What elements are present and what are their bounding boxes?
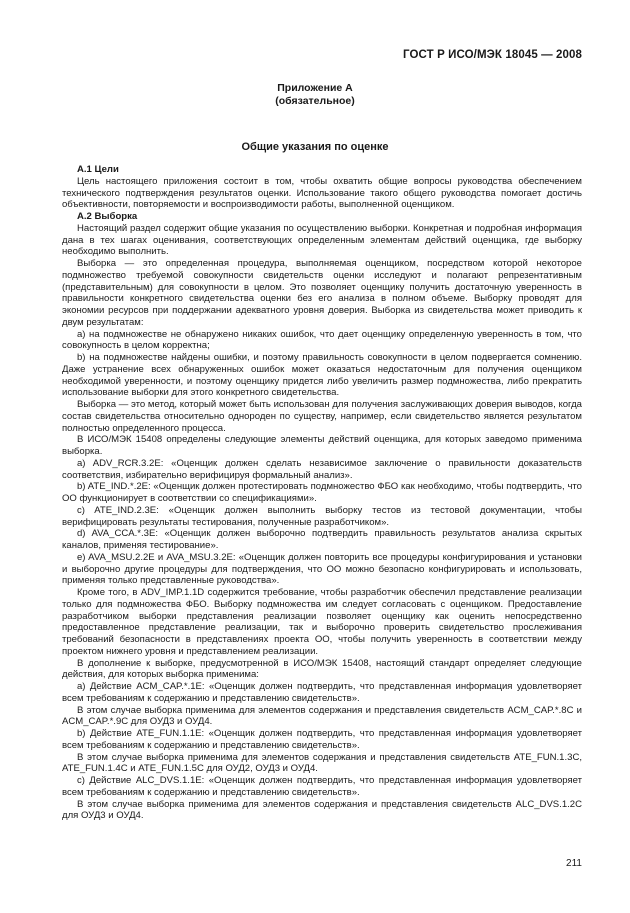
list-item: e) AVA_MSU.2.2E и AVA_MSU.3.2E: «Оценщик должен повторить все процедуры конфигурирования и установки и выборочно другие процедуры для подтверждения, что ОО можно безопасно конфигурировать и использовать, применяя только представленные руководства». — [62, 551, 582, 587]
list-item: d) AVA_CCA.*.3E: «Оценщик должен выборочно подтвердить правильность результатов анализа скрытых каналов, применяя тестирование». — [62, 528, 582, 551]
list-item: b) ATE_IND.*.2E: «Оценщик должен протестировать подмножество ФБО как необходимо, чтобы подтвердить, что ОО функционирует в соответствии со спецификациями». — [62, 481, 582, 504]
paragraph: Настоящий раздел содержит общие указания по осуществлению выборки. Конкретная и подробная информация дана в тех шагах оценивания, соответствующих определенным элементам действий оценщика, где выборку необходимо выполнить. — [62, 222, 582, 258]
list-item: а) на подмножестве не обнаружено никаких ошибок, что дает оценщику определенную уверенность в том, что совокупность в целом корректна; — [62, 328, 582, 352]
section-heading-a2: А.2 Выборка — [77, 211, 138, 222]
paragraph: В этом случае выборка применима для элементов содержания и представления свидетельств ACM_CAP.*.8C и ACM_CAP.*.9C для ОУД3 и ОУД4. — [62, 704, 582, 728]
paragraph: В ИСО/МЭК 15408 определены следующие элементы действий оценщика, для которых заведомо применима выборка. — [62, 434, 582, 457]
paragraph: Кроме того, в ADV_IMP.1.1D содержится требование, чтобы разработчик обеспечил представление реализации только для подмножества ФБО. Выборку подмножества им следует согласовать с оценщиком. Предоставление разработчиком выборки представления реализации позволяет оценщику как оценить непосредственно предоставленное представление реализации, так и выборочно проверить свидетельство прослеживания требований безопасности в представлениях проекта ОО, чтобы получить уверенность в соответствии между проектом нижнего уровня и представлением реализации. — [62, 587, 582, 657]
annex-status: (обязательное) — [275, 95, 355, 107]
list-item: c) Действие ALC_DVS.1.1E: «Оценщик должен подтвердить, что представленная информация удовлетворяет всем требованиям к содержанию и представлению свидетельств». — [62, 775, 582, 798]
annex-title: Приложение А — [277, 82, 353, 94]
list-item: a) Действие ACM_CAP.*.1E: «Оценщик должен подтвердить, что представленная информация удовлетворяет всем требованиям к содержанию и представлению свидетельств». — [62, 681, 582, 704]
standard-header: ГОСТ Р ИСО/МЭК 18045 — 2008 — [403, 49, 582, 61]
paragraph: Цель настоящего приложения состоит в том, чтобы охватить общие вопросы руководства обеспечением технического подтверждения результатов оценки. Использование такого общего руководства помогает достичь объективности, повторяемости и воспроизводимости работы, выполненной оценщиком. — [62, 175, 582, 211]
page-title: Общие указания по оценке — [241, 141, 389, 153]
section-heading-a1: А.1 Цели — [77, 164, 119, 175]
annex-title-block — [0, 82, 630, 108]
paragraph: Выборка — это метод, который может быть использован для получения заслуживающих доверия выводов, когда состав свидетельства относительно однороден по существу, например, если свидетельство является результатом полностью определенного процесса. — [62, 399, 582, 434]
list-item: b) на подмножестве найдены ошибки, и поэтому правильность совокупности в целом подвергается сомнению. Даже устранение всех обнаруженных ошибок может оказаться недостаточным для получения оценщиком необходимой уверенности, и поэтому оценщику придется либо увеличить размер подмножества, либо прекратить использование выборки для этого конкретного свидетельства. — [62, 352, 582, 399]
paragraph: В этом случае выборка применима для элементов содержания и представления свидетельств ATE_FUN.1.3C, ATE_FUN.1.4C и ATE_FUN.1.5C для ОУД2, ОУД3 и ОУД4. — [62, 751, 582, 775]
document-body — [62, 164, 582, 822]
paragraph: В дополнение к выборке, предусмотренной в ИСО/МЭК 15408, настоящий стандарт определяет следующие действия, для которых выборка применима: — [62, 657, 582, 681]
list-item: c) ATE_IND.2.3E: «Оценщик должен выполнить выборку тестов из тестовой документации, чтобы верифицировать результаты тестирования, полученные разработчиком». — [62, 504, 582, 528]
paragraph: В этом случае выборка применима для элементов содержания и представления свидетельств ALC_DVS.1.2C для ОУД3 и ОУД4. — [62, 798, 582, 822]
paragraph: Выборка — это определенная процедура, выполняемая оценщиком, посредством которой некоторое подмножество требуемой совокупности свидетельств оценки исследуют и полагают репрезентативным (представительным) для совокупности в целом. Это позволяет оценщику получить достаточную уверенность в правильности конкретного свидетельства оценки без его анализа в полном объеме. Выборку проводят для экономии ресурсов при поддержании адекватного уровня доверия. Выборка из свидетельства может приводить к двум результатам: — [62, 258, 582, 328]
list-item: a) ADV_RCR.3.2E: «Оценщик должен сделать независимое заключение о правильности доказательств соответствия, избирательно верифицируя формальный анализ». — [62, 457, 582, 481]
list-item: b) Действие ATE_FUN.1.1E: «Оценщик должен подтвердить, что представленная информация удовлетворяет всем требованиям к содержанию и представлению свидетельств». — [62, 728, 582, 751]
page-number: 211 — [566, 858, 582, 869]
